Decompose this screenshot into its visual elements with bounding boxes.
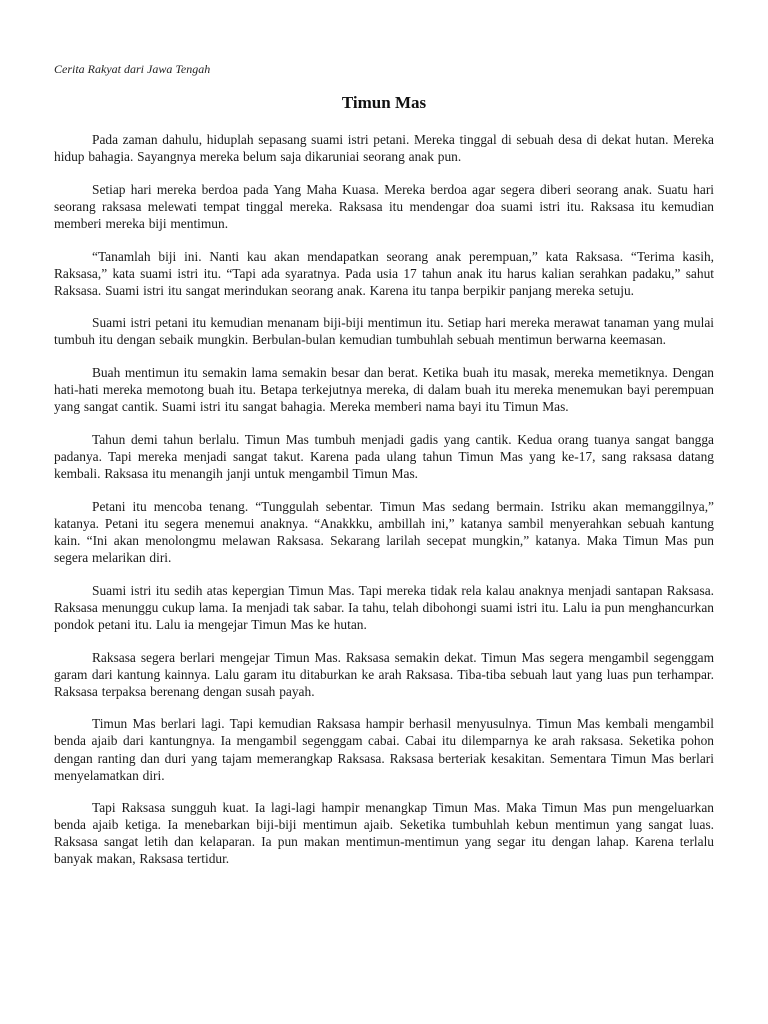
story-body (54, 131, 714, 883)
paragraph: Suami istri petani itu kemudian menanam biji-biji mentimun itu. Setiap hari mereka merawat tanaman yang mulai tumbuh itu dengan sebaik mungkin. Berbulan-bulan kemudian tumbuhlah sebuah mentimun berwarna keemasan. (54, 315, 714, 348)
paragraph: Suami istri itu sedih atas kepergian Timun Mas. Tapi mereka tidak rela kalau anaknya menjadi santapan Raksasa. Raksasa menunggu cukup lama. Ia menjadi tak sabar. Ia tahu, telah dibohongi suami istri itu. Lalu ia pun menghancurkan pondok petani itu. Lalu ia mengejar Timun Mas ke hutan. (54, 582, 714, 632)
header-note: Cerita Rakyat dari Jawa Tengah (54, 62, 211, 76)
paragraph: Raksasa segera berlari mengejar Timun Mas. Raksasa semakin dekat. Timun Mas segera mengambil segenggam garam dari kantung kainnya. Lalu garam itu ditaburkan ke arah Raksasa. Tiba-tiba sebuah laut yang luas pun terhampar. Raksasa terpaksa berenang dengan susah payah. (54, 649, 714, 699)
paragraph: Petani itu mencoba tenang. “Tunggulah sebentar. Timun Mas sedang bermain. Istriku akan memanggilnya,” katanya. Petani itu segera menemui anaknya. “Anakkku, ambillah ini,” katanya sambil menyerahkan sebuah kantung kain. “Ini akan menolongmu melawan Raksasa. Sekarang larilah secepat mungkin,” katanya. Maka Timun Mas pun segera melarikan diri. (54, 498, 714, 566)
paragraph: Timun Mas berlari lagi. Tapi kemudian Raksasa hampir berhasil menyusulnya. Timun Mas kembali mengambil benda ajaib dari kantungnya. Ia mengambil segenggam cabai. Cabai itu dilemparnya ke arah raksasa. Seketika pohon dengan ranting dan duri yang tajam memerangkap Raksasa. Raksasa berteriak kesakitan. Sementara Timun Mas berlari menyelamatkan diri. (54, 716, 714, 783)
paragraph: Tapi Raksasa sungguh kuat. Ia lagi-lagi hampir menangkap Timun Mas. Maka Timun Mas pun mengeluarkan benda ajaib ketiga. Ia menebarkan biji-biji mentimun ajaib. Seketika tumbuhlah kebun mentimun yang sangat luas. Raksasa sangat letih dan kelaparan. Ia pun makan mentimun-mentimun yang segar itu dengan lahap. Karena terlalu banyak makan, Raksasa tertidur. (54, 800, 714, 867)
paragraph: Pada zaman dahulu, hiduplah sepasang suami istri petani. Mereka tinggal di sebuah desa di dekat hutan. Mereka hidup bahagia. Sayangnya mereka belum saja dikaruniai seorang anak pun. (54, 132, 714, 165)
page-title: Timun Mas (341, 93, 427, 112)
paragraph: “Tanamlah biji ini. Nanti kau akan mendapatkan seorang anak perempuan,” kata Raksasa. “Terima kasih, Raksasa,” kata suami istri itu. “Tapi ada syaratnya. Pada usia 17 tahun anak itu harus kalian serahkan padaku,” sahut Raksasa. Suami istri itu sangat merindukan seorang anak. Karena itu tanpa berpikir panjang mereka setuju. (54, 248, 714, 298)
paragraph: Buah mentimun itu semakin lama semakin besar dan berat. Ketika buah itu masak, mereka memetiknya. Dengan hati-hati mereka memotong buah itu. Betapa terkejutnya mereka, di dalam buah itu mereka menemukan bayi perempuan yang sangat cantik. Suami istri itu sangat bahagia. Mereka memberi nama bayi itu Timun Mas. (54, 365, 714, 415)
paragraph: Tahun demi tahun berlalu. Timun Mas tumbuh menjadi gadis yang cantik. Kedua orang tuanya sangat bangga padanya. Tapi mereka menjadi sangat takut. Karena pada ulang tahun Timun Mas yang ke-17, sang raksasa datang kembali. Raksasa itu menangih janji untuk mengambil Timun Mas. (54, 432, 714, 482)
paragraph: Setiap hari mereka berdoa pada Yang Maha Kuasa. Mereka berdoa agar segera diberi seorang anak. Suatu hari seorang raksasa melewati tempat tinggal mereka. Raksasa itu mendengar doa suami istri itu. Raksasa itu kemudian memberi mereka biji mentimun. (54, 181, 714, 231)
